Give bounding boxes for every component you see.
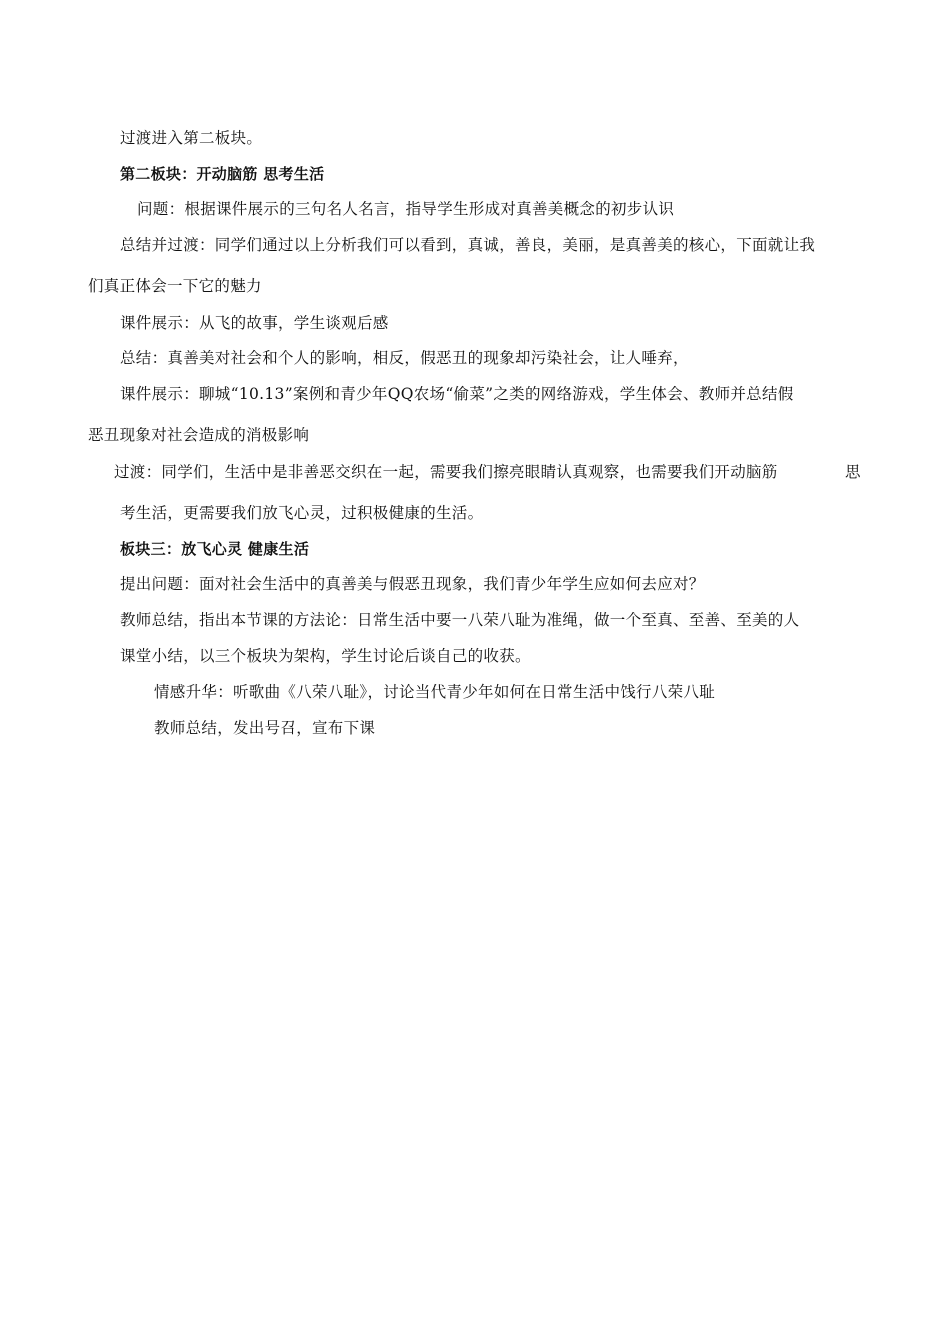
paragraph-transition-1: 过渡进入第二板块。 [120, 129, 263, 147]
paragraph-summary: 总结：真善美对社会和个人的影响，相反，假恶丑的现象却污染社会，让人唾弃， [120, 349, 689, 367]
paragraph-class-summary: 课堂小结，以三个板块为架构，学生讨论后谈自己的收获。 [120, 647, 531, 665]
paragraph-emotion: 情感升华：听歌曲《八荣八耻》，讨论当代青少年如何在日常生活中饯行八荣八耻 [154, 683, 716, 701]
paragraph-courseware-2-cont: 恶丑现象对社会造成的消极影响 [88, 426, 310, 444]
paragraph-question: 问题：根据课件展示的三句名人名言，指导学生形成对真善美概念的初步认识 [137, 200, 675, 218]
paragraph-transition-2: 过渡：同学们，生活中是非善恶交织在一起，需要我们擦亮眼睛认真观察，也需要我们开动脑筋 [114, 463, 778, 481]
paragraph-summary-transition: 总结并过渡：同学们通过以上分析我们可以看到，真诚，善良，美丽，是真善美的核心，下面就让我 [120, 236, 816, 254]
paragraph-raise-question: 提出问题：面对社会生活中的真善美与假恶丑现象，我们青少年学生应如何去应对？ [120, 575, 705, 593]
section-heading-2: 第二板块：开动脑筋 思考生活 [120, 165, 325, 183]
paragraph-transition-2-cont: 考生活，更需要我们放飞心灵，过积极健康的生活。 [120, 504, 484, 522]
section-heading-3: 板块三：放飞心灵 健康生活 [120, 540, 310, 558]
paragraph-transition-2-end: 思 [845, 463, 861, 481]
paragraph-courseware-1: 课件展示：从飞的故事，学生谈观后感 [120, 314, 389, 332]
paragraph-closing: 教师总结，发出号召，宣布下课 [154, 719, 376, 737]
paragraph-summary-transition-cont: 们真正体会一下它的魅力 [88, 277, 262, 295]
paragraph-courseware-2: 课件展示：聊城“10.13”案例和青少年QQ农场“偷菜”之类的网络游戏，学生体会、教师并总结假 [120, 385, 794, 403]
paragraph-teacher-summary: 教师总结，指出本节课的方法论：日常生活中要一八荣八耻为准绳，做一个至真、至善、至美的人 [120, 611, 800, 629]
